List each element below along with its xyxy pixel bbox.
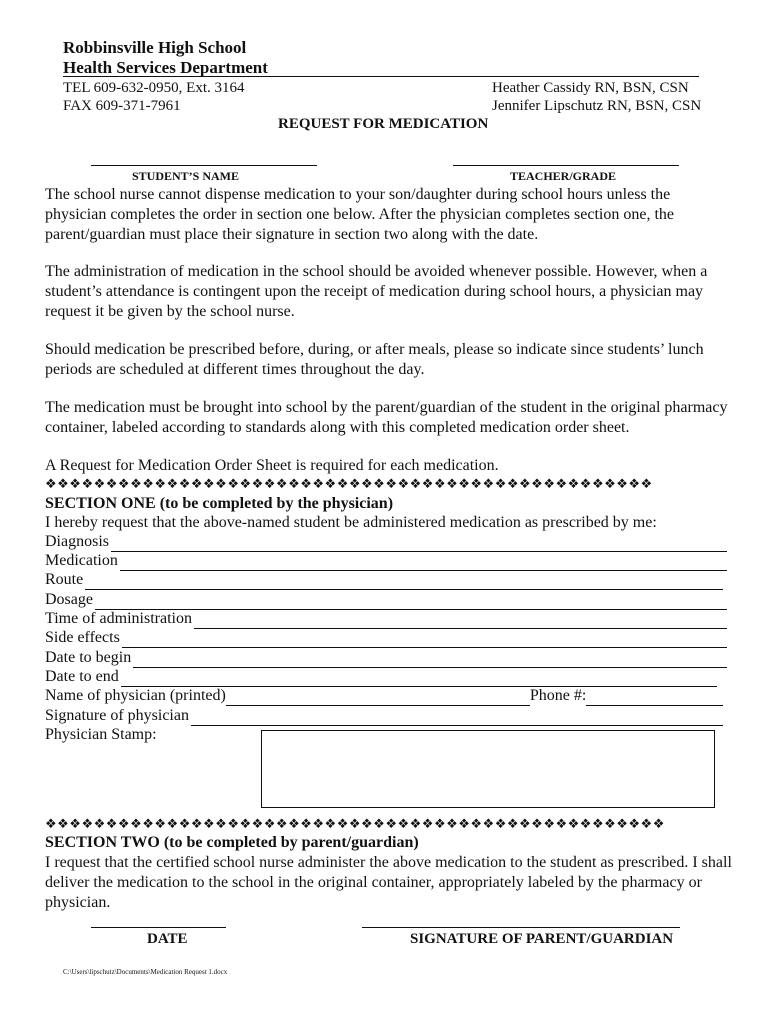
physician-name-label: Name of physician (printed) <box>45 687 226 704</box>
fax-number: FAX 609-371-7961 <box>63 98 181 114</box>
section-one-request: I hereby request that the above-named student be administered medication as prescribed by me: <box>45 514 657 531</box>
intro-paragraph-2: The administration of medication in the school should be avoided whenever possible. However, when a student’s attendance is contingent upon the receipt of medication during school hours, a physician may request it be given by the school nurse. <box>45 263 708 320</box>
physician-signature-line[interactable] <box>191 710 723 726</box>
diagnosis-line[interactable] <box>111 536 727 552</box>
intro-paragraph-5: A Request for Medication Order Sheet is required for each medication. <box>45 457 499 474</box>
date-to-end-field[interactable] <box>45 667 717 687</box>
parent-signature-label: SIGNATURE OF PARENT/GUARDIAN <box>410 931 674 947</box>
date-to-end-label: Date to end <box>45 668 119 685</box>
section-two-heading: SECTION TWO (to be completed by parent/guardian) <box>45 834 419 851</box>
dosage-label: Dosage <box>45 591 93 608</box>
side-effects-line[interactable] <box>122 632 727 648</box>
diagnosis-field[interactable] <box>45 532 727 552</box>
date-to-begin-label: Date to begin <box>45 649 132 666</box>
intro-paragraph-3: Should medication be prescribed before, during, or after meals, please so indicate since students’ lunch periods are scheduled at different times throughout the day. <box>45 341 704 378</box>
date-label: DATE <box>147 931 188 947</box>
file-path-footer: C:\Users\lipschutz\Documents\Medication Request 1.docx <box>63 968 228 976</box>
physician-name-field[interactable] <box>45 686 723 706</box>
phone-line[interactable] <box>586 690 723 706</box>
medication-line[interactable] <box>120 555 727 571</box>
section-two-text: I request that the certified school nurse administer the above medication to the student as prescribed. I shall deliver the medication to the school in the original container, appropriately labeled by the pharmacy or physician. <box>45 854 732 911</box>
time-of-administration-line[interactable] <box>194 613 727 629</box>
route-field[interactable] <box>45 570 723 590</box>
tel-number: TEL 609-632-0950, Ext. 3164 <box>63 80 245 96</box>
date-to-begin-line[interactable] <box>133 652 727 668</box>
diamond-divider-1: ❖❖❖❖❖❖❖❖❖❖❖❖❖❖❖❖❖❖❖❖❖❖❖❖❖❖❖❖❖❖❖❖❖❖❖❖❖❖❖❖❖❖❖❖❖❖❖❖❖❖ <box>45 476 653 491</box>
physician-stamp-box[interactable] <box>261 730 715 808</box>
dosage-field[interactable] <box>45 590 727 610</box>
physician-name-line[interactable] <box>226 690 530 706</box>
diagnosis-label: Diagnosis <box>45 533 109 550</box>
physician-stamp-label: Physician Stamp: <box>45 726 157 743</box>
student-name-line[interactable] <box>91 165 317 166</box>
date-line[interactable] <box>91 927 226 928</box>
route-line[interactable] <box>85 574 723 590</box>
medication-label: Medication <box>45 552 118 569</box>
school-name: Robbinsville High School <box>63 38 247 57</box>
parent-signature-line[interactable] <box>362 927 680 928</box>
side-effects-label: Side effects <box>45 629 120 646</box>
intro-paragraph-4: The medication must be brought into school by the parent/guardian of the student in the original pharmacy container, labeled according to standards along with this completed medication order sheet. <box>45 399 728 436</box>
intro-paragraph-1: The school nurse cannot dispense medication to your son/daughter during school hours unless the physician completes the order in section one below. After the physician completes section one, the parent/guardian must place their signature in section two along with the date. <box>45 186 674 243</box>
form-title: REQUEST FOR MEDICATION <box>278 116 489 132</box>
student-name-label: STUDENT’S NAME <box>132 169 240 183</box>
diamond-divider-2: ❖❖❖❖❖❖❖❖❖❖❖❖❖❖❖❖❖❖❖❖❖❖❖❖❖❖❖❖❖❖❖❖❖❖❖❖❖❖❖❖❖❖❖❖❖❖❖❖❖❖❖ <box>45 816 665 831</box>
date-to-begin-field[interactable] <box>45 648 727 668</box>
nurse-name-1: Heather Cassidy RN, BSN, CSN <box>492 80 689 96</box>
time-of-administration-label: Time of administration <box>45 610 192 627</box>
time-of-administration-field[interactable] <box>45 609 727 629</box>
side-effects-field[interactable] <box>45 628 727 648</box>
header-rule <box>63 76 699 77</box>
department-name: Health Services Department <box>63 58 268 77</box>
route-label: Route <box>45 571 84 588</box>
teacher-grade-label: TEACHER/GRADE <box>510 169 617 183</box>
phone-label: Phone #: <box>529 687 587 704</box>
dosage-line[interactable] <box>95 594 727 610</box>
section-one-heading: SECTION ONE (to be completed by the physician) <box>45 495 394 512</box>
physician-signature-field[interactable] <box>45 706 723 726</box>
teacher-grade-line[interactable] <box>453 165 679 166</box>
nurse-name-2: Jennifer Lipschutz RN, BSN, CSN <box>492 98 702 114</box>
physician-signature-label: Signature of physician <box>45 707 189 724</box>
medication-field[interactable] <box>45 551 727 571</box>
date-to-end-line[interactable] <box>121 671 717 687</box>
